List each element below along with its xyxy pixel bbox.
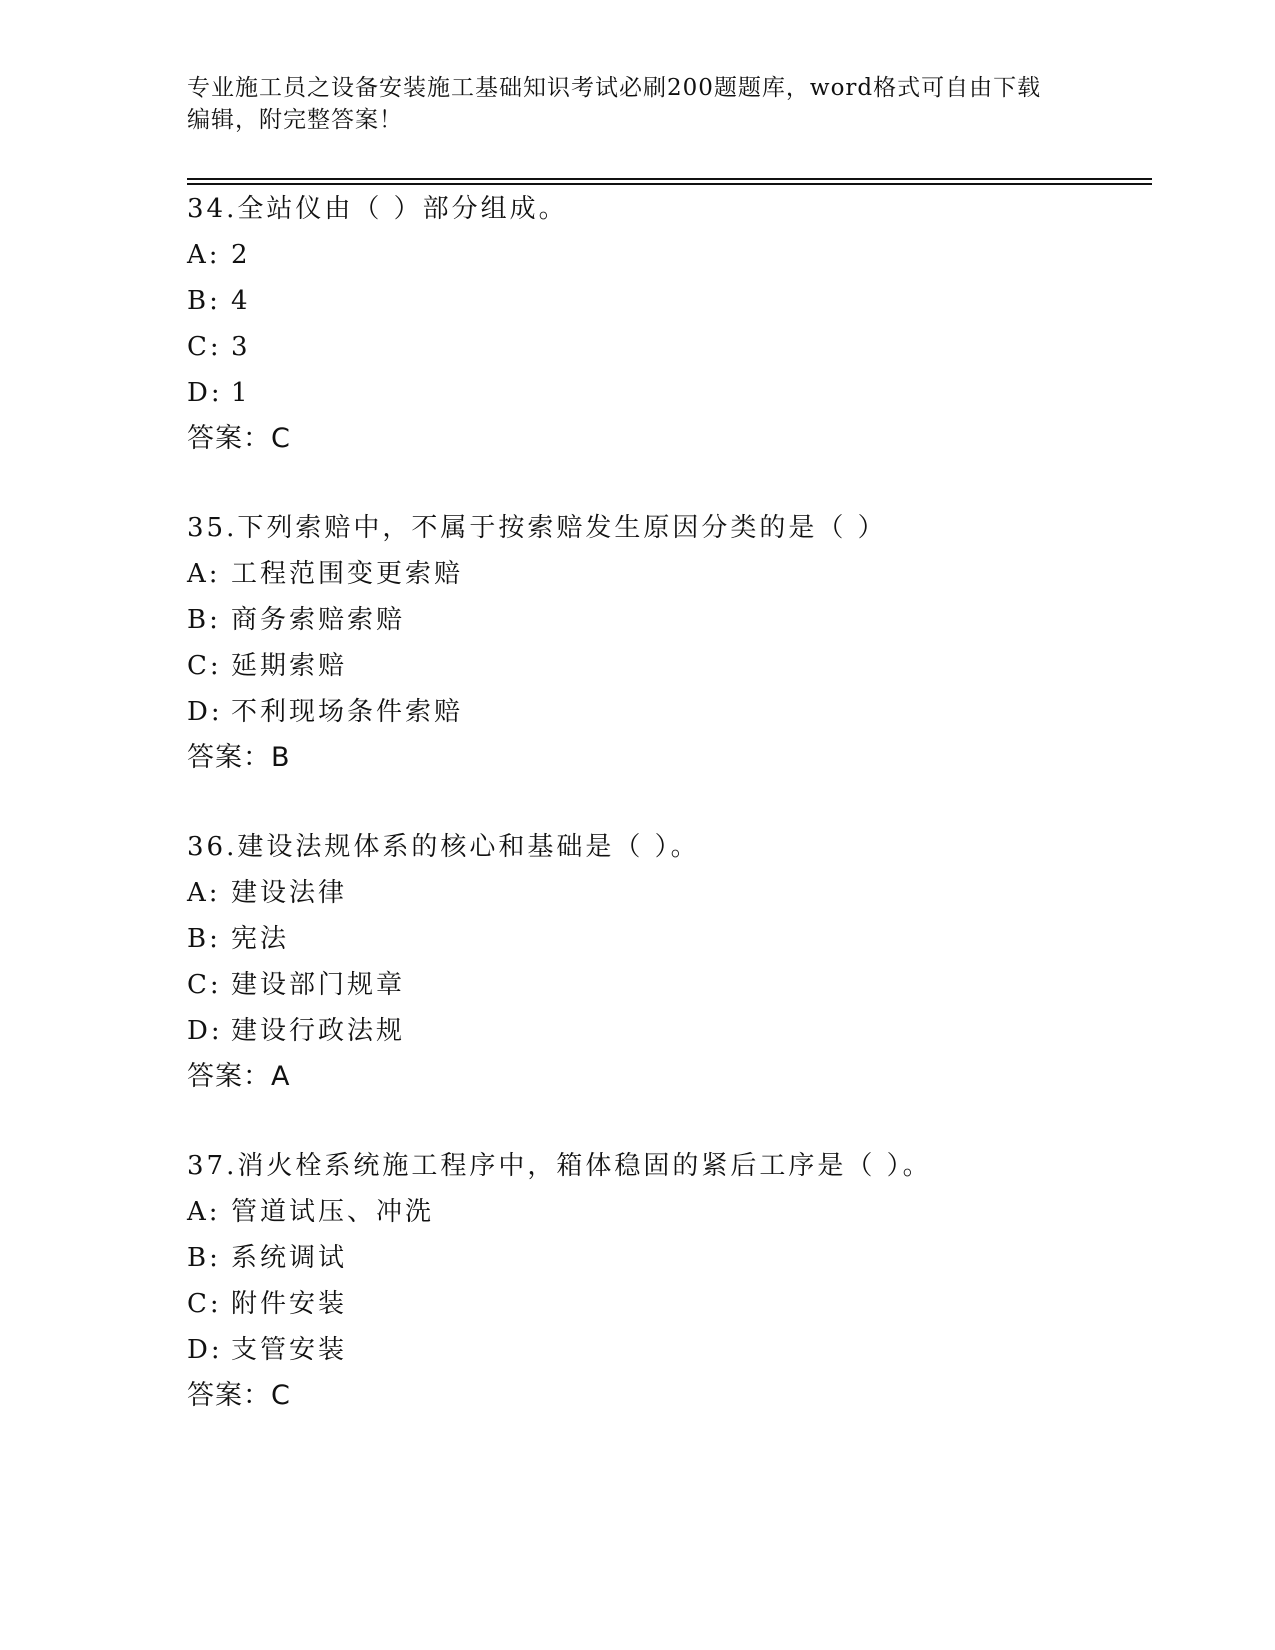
question-stem: 34.全站仪由（ ）部分组成。 — [187, 194, 568, 224]
option-letter: D: — [187, 697, 223, 727]
header-divider-bottom — [187, 183, 1152, 185]
option-text: 系统调试 — [231, 1243, 348, 1273]
question-35 — [187, 505, 1147, 781]
option-letter: D: — [187, 1016, 223, 1046]
option-c — [187, 324, 1147, 370]
header-line-1: 专业施工员之设备安装施工基础知识考试必刷200题题库，word格式可自由下载 — [187, 75, 1042, 101]
option-text: 4 — [231, 286, 251, 316]
option-letter: A: — [187, 1197, 221, 1227]
option-d — [187, 1008, 1147, 1054]
option-b — [187, 1235, 1147, 1281]
question-stem: 35.下列索赔中，不属于按索赔发生原因分类的是（ ） — [187, 513, 887, 543]
option-letter: A: — [187, 559, 221, 589]
option-a — [187, 232, 1147, 278]
answer-line: 答案：C — [187, 1380, 291, 1411]
option-text: 延期索赔 — [231, 651, 348, 681]
option-b — [187, 278, 1147, 324]
option-letter: C: — [187, 1289, 222, 1319]
question-34 — [187, 186, 1147, 462]
option-text: 支管安装 — [231, 1335, 348, 1365]
option-b — [187, 597, 1147, 643]
option-text: 建设行政法规 — [231, 1016, 406, 1046]
option-text: 2 — [231, 240, 251, 270]
document-header — [187, 72, 1087, 136]
option-text: 管道试压、冲洗 — [231, 1197, 435, 1227]
option-b — [187, 916, 1147, 962]
option-a — [187, 870, 1147, 916]
option-letter: C: — [187, 651, 222, 681]
option-text: 3 — [231, 332, 251, 362]
option-text: 附件安装 — [231, 1289, 348, 1319]
option-text: 宪法 — [231, 924, 290, 954]
header-line-2: 编辑，附完整答案！ — [187, 107, 403, 133]
option-c — [187, 1281, 1147, 1327]
option-letter: B: — [187, 1243, 221, 1273]
option-letter: D: — [187, 1335, 223, 1365]
option-text: 建设法律 — [231, 878, 348, 908]
option-letter: C: — [187, 332, 222, 362]
answer-line: 答案：B — [187, 742, 291, 773]
question-stem: 36.建设法规体系的核心和基础是（ ）。 — [187, 832, 700, 862]
option-d — [187, 370, 1147, 416]
option-c — [187, 643, 1147, 689]
option-text: 工程范围变更索赔 — [231, 559, 464, 589]
option-text: 商务索赔索赔 — [231, 605, 406, 635]
option-letter: B: — [187, 924, 221, 954]
option-letter: C: — [187, 970, 222, 1000]
option-d — [187, 1327, 1147, 1373]
option-d — [187, 689, 1147, 735]
header-divider-top — [187, 178, 1152, 180]
option-text: 不利现场条件索赔 — [231, 697, 464, 727]
option-text: 1 — [231, 378, 251, 408]
option-c — [187, 962, 1147, 1008]
question-37 — [187, 1143, 1147, 1419]
option-letter: A: — [187, 878, 221, 908]
option-letter: B: — [187, 286, 221, 316]
option-letter: A: — [187, 240, 221, 270]
option-letter: D: — [187, 378, 223, 408]
option-a — [187, 1189, 1147, 1235]
answer-line: 答案：A — [187, 1061, 291, 1092]
answer-line: 答案：C — [187, 423, 291, 454]
option-text: 建设部门规章 — [231, 970, 406, 1000]
option-letter: B: — [187, 605, 221, 635]
question-stem: 37.消火栓系统施工程序中，箱体稳固的紧后工序是（ ）。 — [187, 1151, 932, 1181]
option-a — [187, 551, 1147, 597]
question-36 — [187, 824, 1147, 1100]
